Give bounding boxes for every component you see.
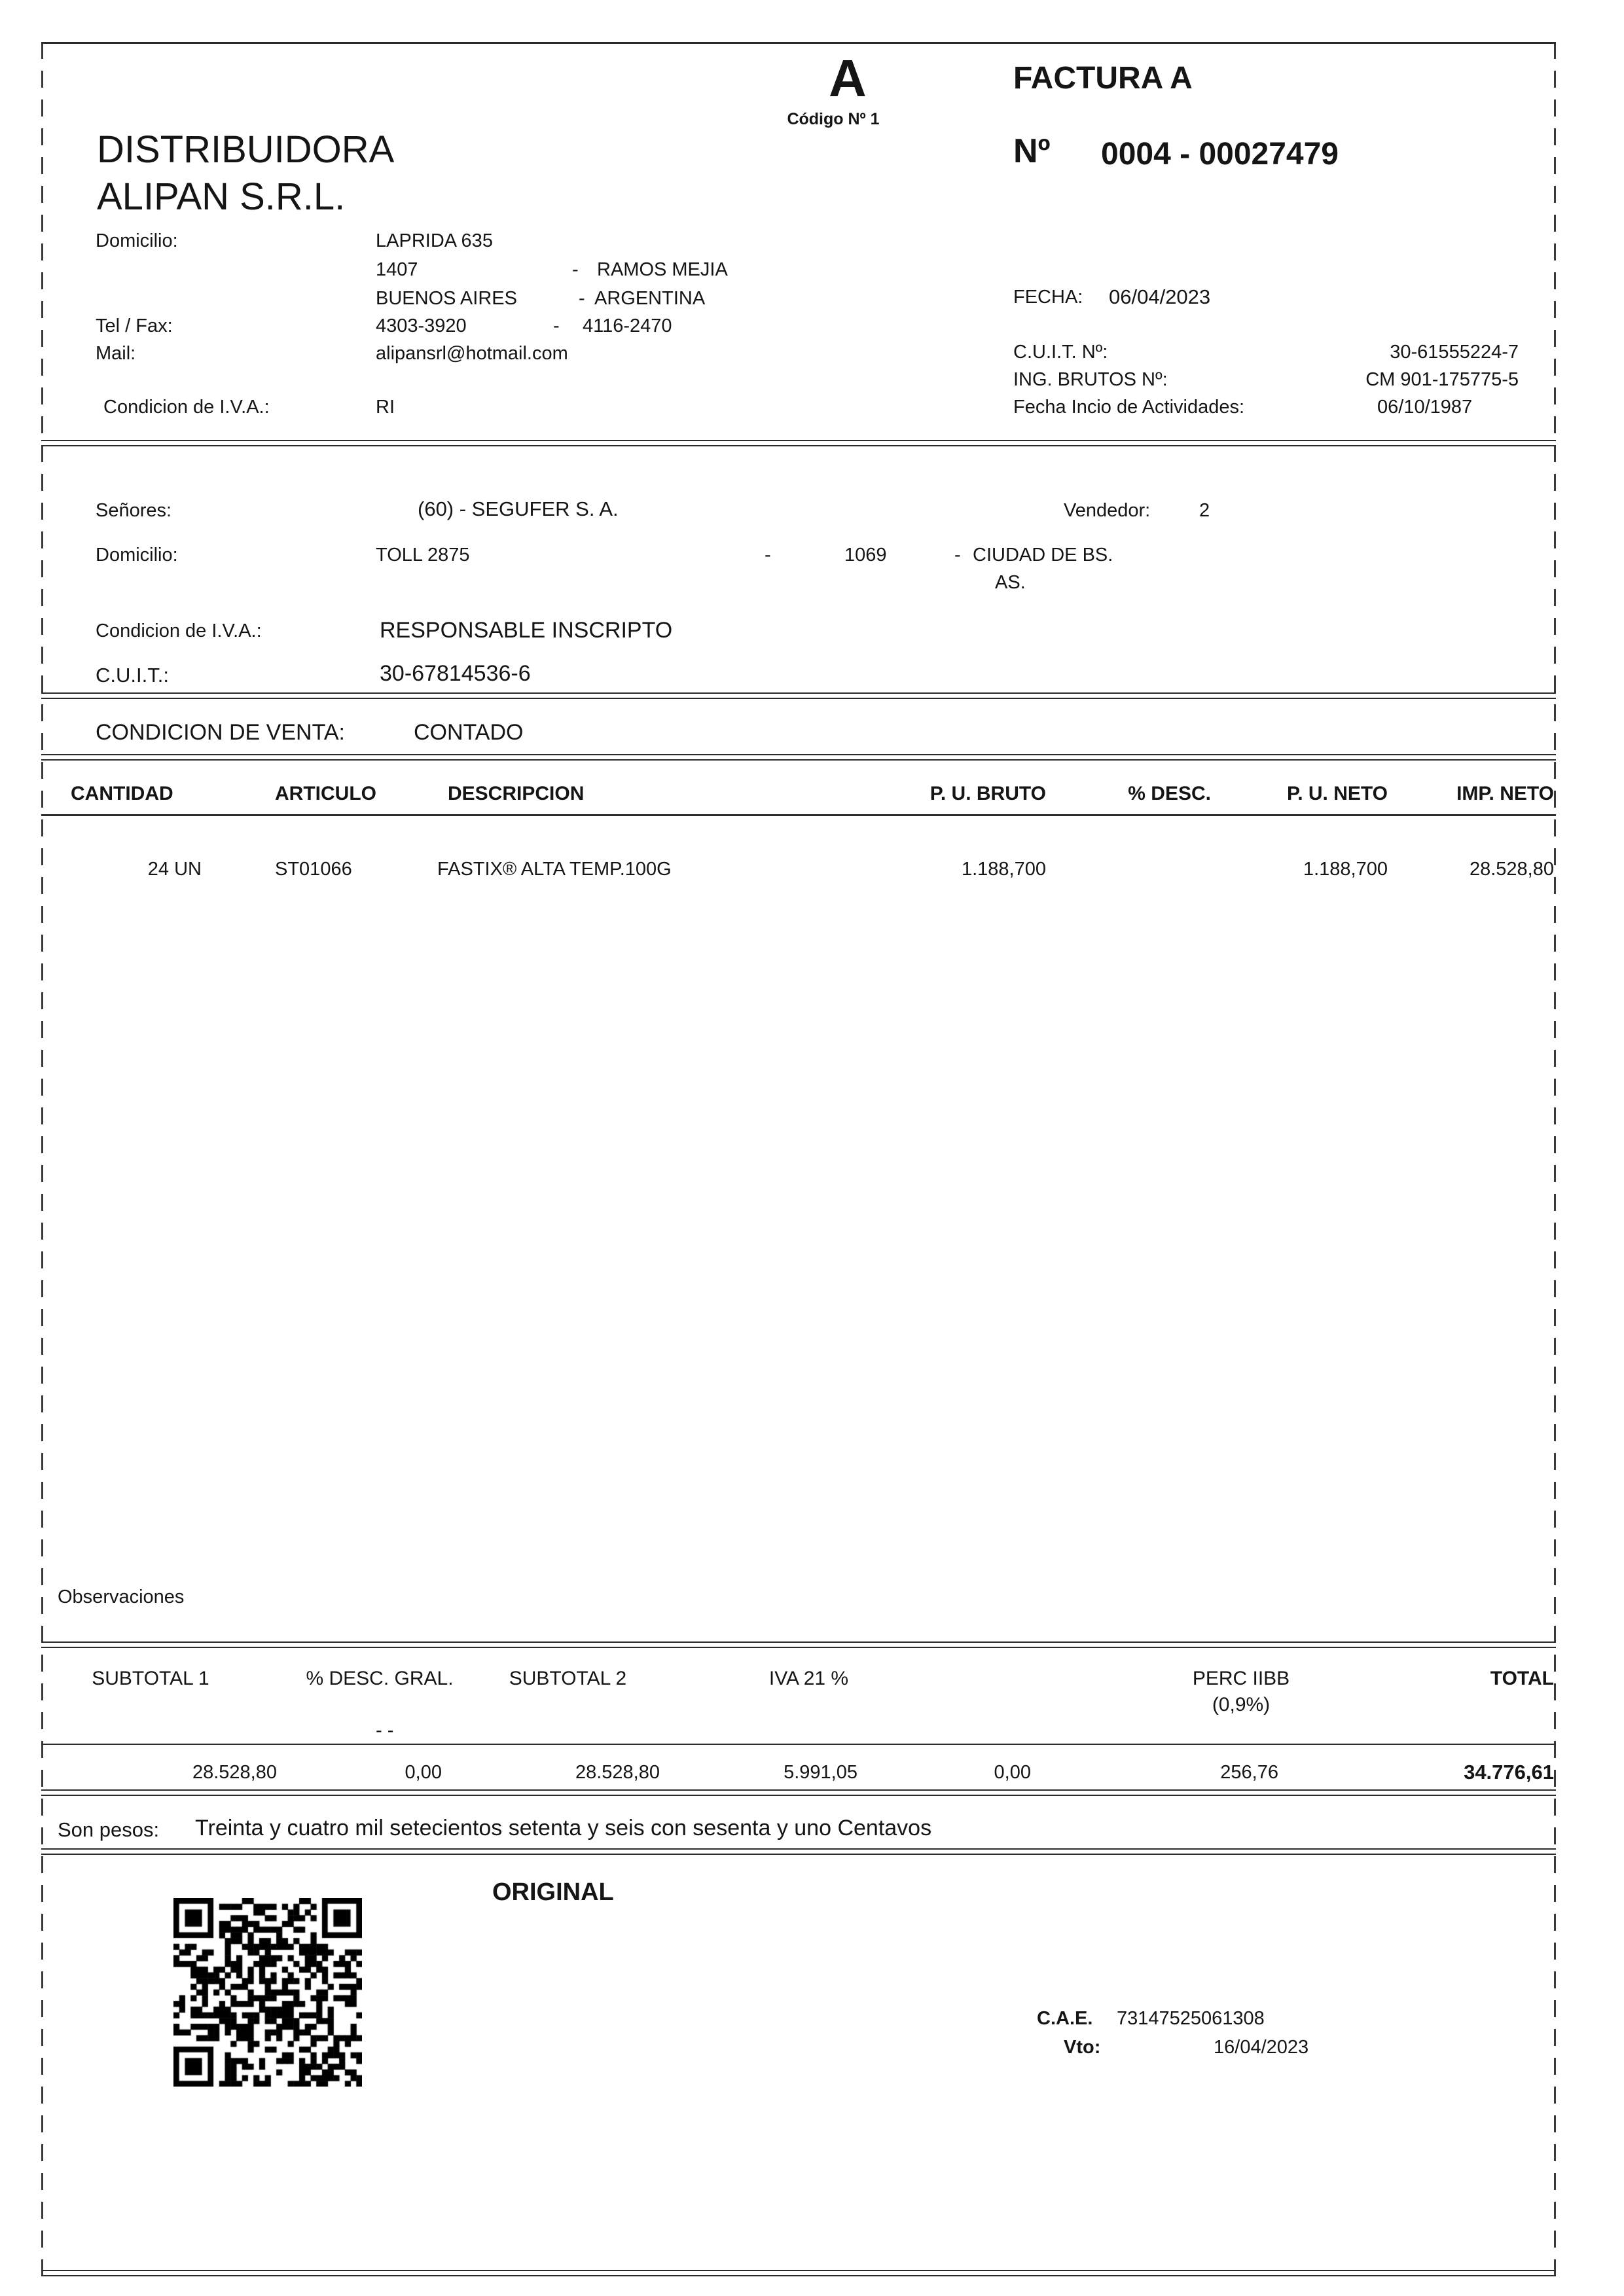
- dash-sep: -: [579, 288, 585, 309]
- dash-sep: -: [954, 545, 961, 565]
- senores-value: (60) - SEGUFER S. A.: [418, 497, 619, 520]
- company-country: ARGENTINA: [594, 288, 706, 309]
- inicio-label: Fecha Incio de Actividades:: [1013, 397, 1245, 418]
- inicio-value: 06/10/1987: [1377, 397, 1473, 418]
- top-border-line: [41, 42, 1556, 44]
- section-divider: [41, 1854, 1556, 1855]
- totals-header-subtotal2: SUBTOTAL 2: [509, 1668, 627, 1689]
- vto-label: Vto:: [1064, 2037, 1101, 2058]
- totals-top-line: [41, 1641, 1556, 1643]
- col-header-pu-neto: P. U. NETO: [1287, 783, 1388, 804]
- dash-sep: -: [765, 545, 771, 565]
- company-cp: 1407: [376, 259, 418, 280]
- mail-label: Mail:: [96, 343, 136, 364]
- bottom-border-line: [41, 2270, 1556, 2271]
- section-divider: [41, 759, 1556, 761]
- section-divider: [41, 692, 1556, 694]
- vendedor-value: 2: [1199, 500, 1210, 521]
- totals-subtotal2-value: 28.528,80: [575, 1762, 660, 1783]
- totals-total-value: 34.776,61: [1464, 1761, 1554, 1784]
- cuit-label: C.U.I.T. Nº:: [1013, 342, 1108, 363]
- left-dashed-border: [41, 42, 43, 2276]
- item-pu-neto: 1.188,700: [1303, 859, 1388, 880]
- right-dashed-border: [1554, 42, 1556, 2276]
- totals-header-iva: IVA 21 %: [768, 1668, 849, 1689]
- invoice-number-label: Nº: [1013, 132, 1051, 170]
- dash-sep: -: [553, 315, 560, 336]
- iibb-value: CM 901-175775-5: [1365, 369, 1519, 390]
- company-iva-label: Condicion de I.V.A.:: [103, 397, 270, 418]
- customer-city-line1: CIUDAD DE BS.: [973, 545, 1113, 565]
- cae-value: 73147525061308: [1117, 2008, 1265, 2029]
- totals-otros-value: 0,00: [994, 1762, 1031, 1783]
- invoice-number: 0004 - 00027479: [1101, 137, 1339, 171]
- col-header-cantidad: CANTIDAD: [71, 783, 173, 804]
- col-header-desc: % DESC.: [1128, 783, 1211, 804]
- mail-value: alipansrl@hotmail.com: [376, 343, 568, 364]
- vto-value: 16/04/2023: [1214, 2037, 1309, 2058]
- col-header-imp-neto: IMP. NETO: [1456, 783, 1554, 804]
- section-divider: [41, 1848, 1556, 1850]
- table-header-line: [41, 814, 1556, 816]
- company-name-line2: ALIPAN S.R.L.: [97, 175, 346, 218]
- totals-top-line: [41, 1647, 1556, 1648]
- son-pesos-text: Treinta y cuatro mil setecientos setenta y seis con sesenta y uno Centavos: [195, 1816, 932, 1840]
- invoice-code: Código Nº 1: [787, 110, 880, 128]
- section-divider: [41, 445, 1556, 446]
- customer-city-line2: AS.: [995, 572, 1026, 593]
- company-prov: BUENOS AIRES: [376, 288, 517, 309]
- desc-gral-marks: - -: [376, 1720, 394, 1741]
- cae-label: C.A.E.: [1037, 2008, 1093, 2029]
- senores-label: Señores:: [96, 500, 172, 521]
- customer-domicilio-value: TOLL 2875: [376, 545, 470, 565]
- fecha-value: 06/04/2023: [1109, 285, 1211, 308]
- customer-cuit-label: C.U.I.T.:: [96, 664, 169, 687]
- item-imp-neto: 28.528,80: [1469, 859, 1554, 880]
- totals-iva-value: 5.991,05: [784, 1762, 857, 1783]
- fax-value: 4116-2470: [583, 315, 672, 336]
- totals-bottom-line: [41, 1789, 1556, 1791]
- company-iva-value: RI: [376, 397, 395, 418]
- customer-iva-value: RESPONSABLE INSCRIPTO: [380, 618, 673, 643]
- col-header-articulo: ARTICULO: [275, 783, 376, 804]
- venta-label: CONDICION DE VENTA:: [96, 720, 345, 745]
- customer-cp: 1069: [844, 545, 887, 565]
- customer-iva-label: Condicion de I.V.A.:: [96, 620, 262, 641]
- cuit-value: 30-61555224-7: [1390, 342, 1519, 363]
- customer-cuit-value: 30-67814536-6: [380, 661, 531, 686]
- totals-subtotal1-value: 28.528,80: [192, 1762, 277, 1783]
- company-city: RAMOS MEJIA: [597, 259, 728, 280]
- iibb-label: ING. BRUTOS Nº:: [1013, 369, 1168, 390]
- company-domicilio-label: Domicilio:: [96, 230, 178, 251]
- totals-mid-line: [41, 1744, 1556, 1745]
- totals-bottom-line: [41, 1795, 1556, 1796]
- item-descripcion: FASTIX® ALTA TEMP.100G: [437, 859, 672, 880]
- fecha-label: FECHA:: [1013, 287, 1083, 308]
- company-street: LAPRIDA 635: [376, 230, 493, 251]
- section-divider: [41, 754, 1556, 755]
- item-cantidad: 24 UN: [147, 859, 202, 880]
- totals-header-subtotal1: SUBTOTAL 1: [92, 1668, 209, 1689]
- doc-title: FACTURA A: [1013, 61, 1193, 96]
- tel-value: 4303-3920: [376, 315, 467, 336]
- item-articulo: ST01066: [275, 859, 352, 880]
- totals-perc-iibb-value: 256,76: [1220, 1762, 1278, 1783]
- bottom-border-line: [41, 2275, 1556, 2276]
- invoice-letter: A: [829, 49, 867, 107]
- totals-perc-iibb-rate: (0,9%): [1212, 1694, 1271, 1715]
- observaciones-label: Observaciones: [58, 1587, 185, 1607]
- section-divider: [41, 440, 1556, 441]
- company-name-line1: DISTRIBUIDORA: [97, 128, 395, 171]
- qr-code: [173, 1898, 362, 2087]
- venta-value: CONTADO: [414, 720, 524, 745]
- section-divider: [41, 698, 1556, 699]
- dash-sep: -: [572, 259, 579, 280]
- totals-header-perc-iibb: PERC IIBB: [1192, 1668, 1290, 1689]
- copy-type-label: ORIGINAL: [492, 1878, 614, 1906]
- totals-header-total: TOTAL: [1490, 1668, 1554, 1689]
- vendedor-label: Vendedor:: [1064, 500, 1151, 521]
- col-header-pu-bruto: P. U. BRUTO: [929, 783, 1046, 804]
- totals-header-desc-gral: % DESC. GRAL.: [306, 1668, 454, 1689]
- totals-desc-gral-value: 0,00: [405, 1762, 442, 1783]
- telfax-label: Tel / Fax:: [96, 315, 173, 336]
- son-pesos-label: Son pesos:: [58, 1818, 160, 1841]
- col-header-descripcion: DESCRIPCION: [448, 783, 585, 804]
- item-pu-bruto: 1.188,700: [961, 859, 1046, 880]
- customer-domicilio-label: Domicilio:: [96, 545, 178, 565]
